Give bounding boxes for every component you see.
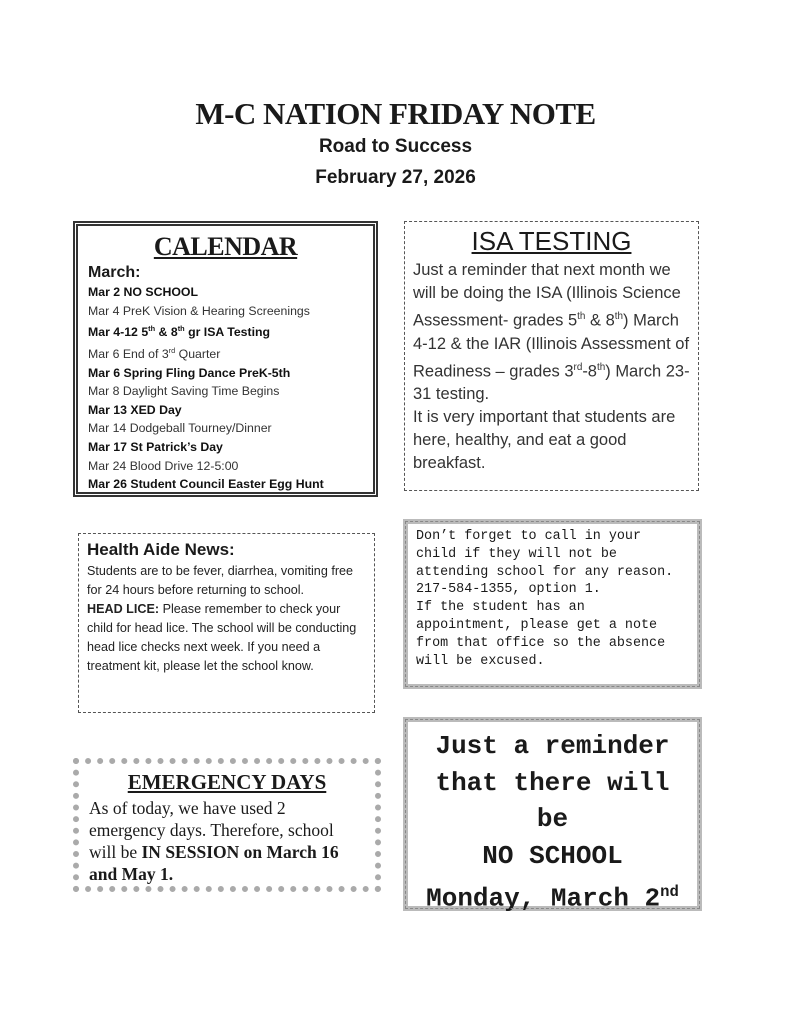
health-p1: Students are to be fever, diarrhea, vomiting free for 24 hours before returning to school. bbox=[87, 564, 354, 597]
superscript: th bbox=[148, 324, 156, 334]
health-heading: Health Aide News: bbox=[87, 540, 235, 559]
text-segment: Mar 2 NO SCHOOL bbox=[88, 285, 199, 299]
page-title: M-C NATION FRIDAY NOTE bbox=[195, 96, 596, 131]
no-school-box bbox=[403, 717, 702, 914]
health-p2 bbox=[87, 600, 366, 676]
text-segment: Mar 6 Spring Fling Dance PreK-5th bbox=[88, 365, 291, 380]
text-segment: ) March 23-31 testing. bbox=[413, 362, 690, 403]
calendar-item bbox=[88, 320, 363, 342]
text-segment: Mar 26 Student Council Easter Egg Hunt bbox=[88, 477, 324, 492]
text-segment: & 8 bbox=[155, 325, 178, 340]
no-school-date: Monday, March 2 bbox=[426, 883, 661, 914]
calendar-item bbox=[88, 401, 363, 420]
calendar-month: March: bbox=[88, 264, 141, 281]
text-segment: Mar 4-12 5 bbox=[88, 325, 149, 340]
date-suffix: nd bbox=[660, 883, 679, 901]
text-segment: Mar 17 St Patrick’s Day bbox=[88, 439, 223, 454]
calendar-box bbox=[73, 221, 378, 497]
calendar-item bbox=[88, 457, 363, 476]
isa-body-2: It is very important that students are here, healthy, and eat a good breakfast. bbox=[413, 408, 676, 472]
head-lice-label: HEAD LICE: bbox=[87, 602, 160, 616]
text-segment: Mar 8 Daylight Saving Time Begins bbox=[88, 384, 280, 399]
calendar-list bbox=[88, 283, 363, 494]
calendar-item bbox=[88, 302, 363, 321]
calendar-heading: CALENDAR bbox=[153, 232, 298, 261]
text-segment: Mar 24 Blood Drive 12-5:00 bbox=[88, 458, 239, 473]
no-school-line: that there will bbox=[435, 767, 670, 798]
calendar-item bbox=[88, 382, 363, 401]
isa-heading: ISA TESTING bbox=[471, 226, 632, 256]
no-school-line: be bbox=[536, 804, 569, 834]
text-segment: Mar 4 PreK Vision & Hearing Screenings bbox=[88, 303, 310, 318]
call-line: If the student has an appointment, please get a note from that office so the absence will be excused. bbox=[416, 600, 666, 669]
emergency-dates: IN SESSION on March 16 and May 1. bbox=[89, 842, 339, 884]
calendar-item bbox=[88, 475, 363, 494]
emergency-text bbox=[89, 797, 365, 885]
calendar-item bbox=[88, 419, 363, 438]
text-segment: -8 bbox=[582, 362, 597, 380]
calendar-item bbox=[88, 283, 363, 302]
superscript: th bbox=[614, 311, 624, 322]
no-school-line bbox=[412, 874, 693, 917]
text-segment: Just a reminder that next month we will be doing the ISA (Illinois Science Assessment- grades 5 bbox=[413, 261, 681, 330]
isa-body bbox=[413, 259, 690, 406]
head-lice-text: Please remember to check your child for head lice. The school will be conducting head lice checks next week. If you need a treatment kit, please let the school know. bbox=[87, 602, 357, 673]
health-aide-box bbox=[78, 533, 375, 713]
calendar-item bbox=[88, 342, 363, 364]
calendar-item bbox=[88, 364, 363, 383]
text-segment: Quarter bbox=[175, 346, 221, 361]
superscript: rd bbox=[573, 361, 583, 373]
call-in-box bbox=[403, 519, 702, 689]
text-segment: gr ISA Testing bbox=[184, 325, 271, 340]
emergency-heading: EMERGENCY DAYS bbox=[127, 770, 327, 794]
text-segment: Mar 13 XED Day bbox=[88, 402, 182, 417]
text-segment: ) March 4-12 & the IAR (Illinois Assessment of Readiness – grades 3 bbox=[413, 311, 690, 380]
text-segment: Mar 6 End of 3 bbox=[88, 346, 169, 361]
superscript: th bbox=[596, 361, 606, 373]
superscript: rd bbox=[168, 345, 176, 355]
no-school-line: Just a reminder bbox=[435, 731, 670, 761]
isa-testing-box bbox=[404, 221, 699, 491]
text-segment: Mar 14 Dodgeball Tourney/Dinner bbox=[88, 421, 272, 436]
phone-number: 217-584-1355, option 1. bbox=[416, 582, 601, 598]
superscript: th bbox=[577, 311, 586, 322]
emergency-days-box bbox=[73, 758, 381, 892]
call-line: Don’t forget to call in your child if they will not be attending school for any reason. bbox=[416, 529, 674, 580]
calendar-item bbox=[88, 438, 363, 457]
date: February 27, 2026 bbox=[315, 167, 476, 188]
no-school-line: NO SCHOOL bbox=[482, 840, 623, 871]
text-segment: & 8 bbox=[585, 311, 615, 330]
subtitle: Road to Success bbox=[318, 136, 473, 157]
superscript: th bbox=[177, 324, 185, 334]
emergency-body: As of today, we have used 2 emergency days. Therefore, school will be bbox=[89, 798, 334, 862]
